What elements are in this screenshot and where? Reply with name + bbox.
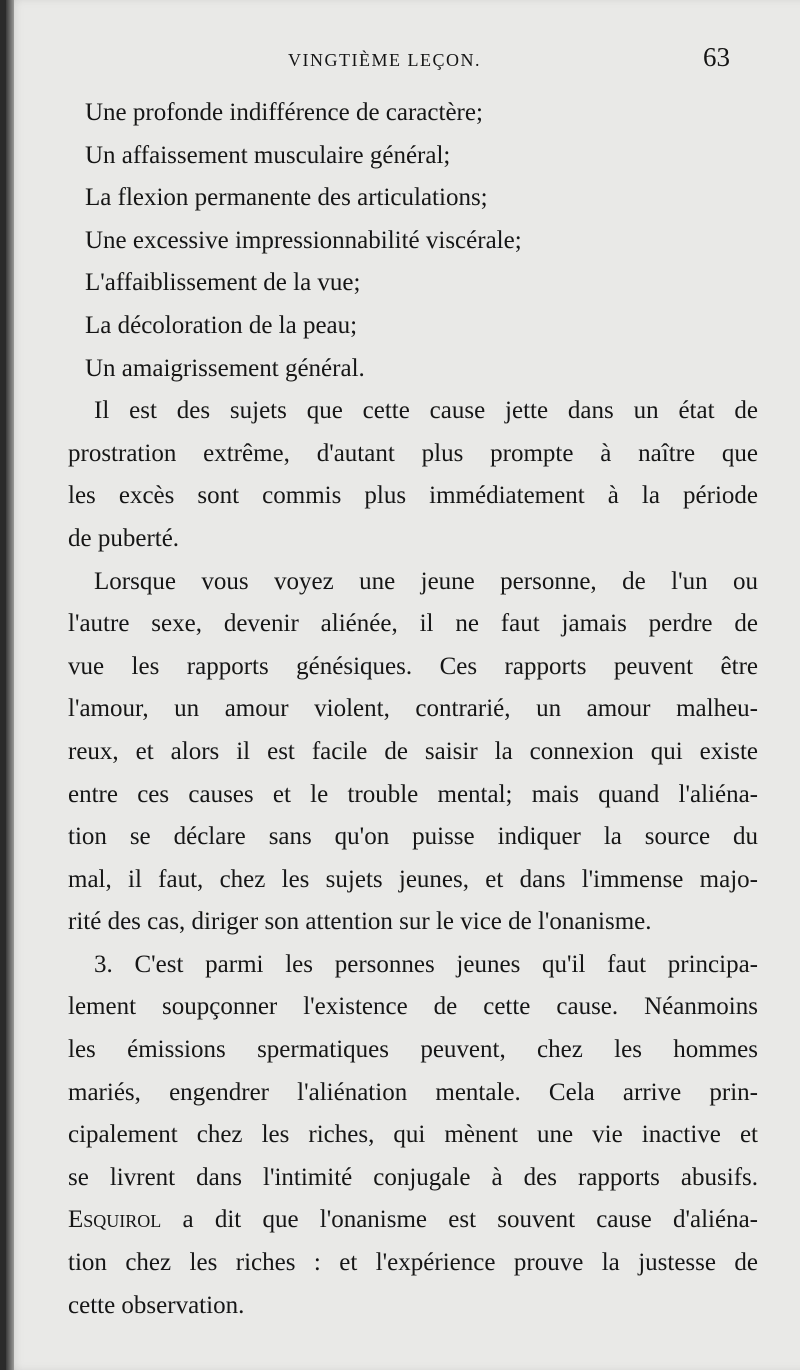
text-line: reux, et alors il est facile de saisir la connexion qui existe — [68, 737, 758, 765]
text-line: l'amour, un amour violent, contrarié, un amour malheu- — [68, 695, 758, 723]
text-line: tion chez les riches : et l'expérience prouve la justesse de — [68, 1249, 758, 1277]
text-line: rité des cas, diriger son attention sur le vice de l'onanisme. — [68, 908, 652, 936]
list-item: Une profonde indifférence de caractère; — [85, 99, 483, 126]
list-item: Une excessive impressionnabilité viscérale; — [85, 226, 522, 254]
text-line: vue les rapports génésiques. Ces rapports peuvent être — [68, 652, 758, 680]
author-name-esquirol: Esquirol — [68, 1206, 162, 1234]
text-line: lement soupçonner l'existence de cette cause. Néanmoins — [68, 993, 758, 1021]
text-line: les excès sont commis plus immédiatement à la période — [68, 482, 758, 510]
text-line: 3. C'est parmi les personnes jeunes qu'il faut principa- — [94, 950, 758, 978]
list-item: Un amaigrissement général. — [85, 354, 365, 382]
book-page — [6, 0, 800, 1370]
text-line: tion se déclare sans qu'on puisse indiquer la source du — [68, 823, 758, 851]
text-line: Il est des sujets que cette cause jette dans un état de — [94, 397, 758, 425]
symptom-list — [68, 92, 758, 390]
running-head: VINGTIÈME LEÇON. — [288, 50, 481, 70]
page-header — [66, 42, 730, 82]
text-line: cette observation. — [68, 1291, 245, 1319]
text-line: cipalement chez les riches, qui mènent une vie inactive et — [68, 1121, 758, 1149]
paragraph-prostration — [68, 390, 758, 560]
text-line: entre ces causes et le trouble mental; mais quand l'aliéna- — [68, 780, 758, 808]
text-line: les émissions spermatiques peuvent, chez les hommes — [68, 1036, 758, 1064]
text-fragment: a dit que l'onanisme est souvent cause d'aliéna- — [161, 1206, 758, 1234]
text-line: mariés, engendrer l'aliénation mentale. Cela arrive prin- — [68, 1078, 758, 1106]
binding-edge — [6, 0, 14, 1370]
text-line-esquirol — [68, 1199, 758, 1242]
paragraph-young-person — [68, 561, 758, 944]
text-line: l'autre sexe, devenir aliénée, il ne faut jamais perdre de — [68, 610, 758, 638]
text-line: se livrent dans l'intimité conjugale à des rapports abusifs. — [68, 1163, 758, 1191]
list-item: La flexion permanente des articulations; — [85, 184, 488, 212]
paragraph-section-3 — [68, 944, 758, 1327]
text-line: mal, il faut, chez les sujets jeunes, et dans l'immense majo- — [68, 865, 758, 893]
page-number: 63 — [703, 42, 730, 72]
text-line: prostration extrême, d'autant plus prompte à naître que — [68, 439, 758, 467]
text-line: Lorsque vous voyez une jeune personne, de l'un ou — [94, 567, 758, 595]
list-item: Un affaissement musculaire général; — [85, 141, 451, 169]
list-item: La décoloration de la peau; — [85, 311, 358, 339]
text-line: de puberté. — [68, 524, 180, 552]
body-text — [68, 92, 758, 1327]
list-item: L'affaiblissement de la vue; — [85, 269, 361, 297]
